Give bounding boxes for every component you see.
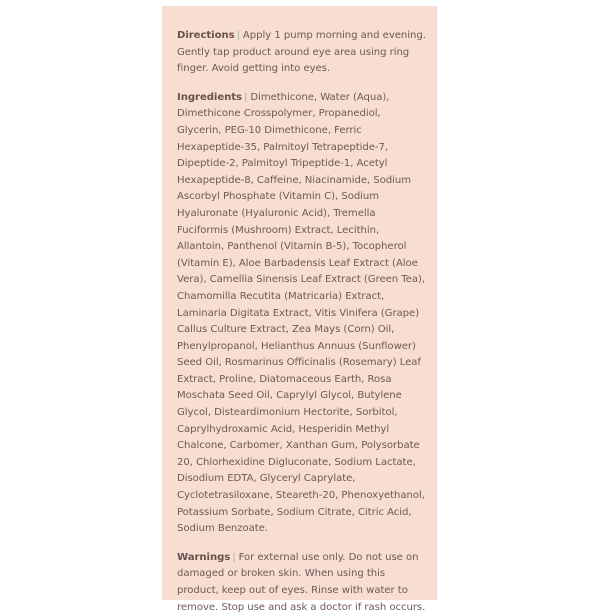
directions-section (177, 28, 427, 78)
warnings-text: For external use only. Do not use on damaged or broken skin. When using this product, keep out of eyes. Rinse with water to remove. Stop use and ask a doctor if rash occurs. (177, 551, 426, 613)
warnings-separator: | (232, 551, 236, 563)
directions-text: Apply 1 pump morning and evening. Gently tap product around eye area using ring finger. Avoid getting into eyes. (177, 30, 426, 75)
ingredients-heading: Ingredients (177, 91, 242, 103)
ingredients-separator: | (244, 91, 248, 103)
warnings-section (177, 550, 427, 616)
warnings-heading: Warnings (177, 551, 231, 563)
product-label-panel (162, 6, 437, 613)
directions-separator: | (236, 30, 240, 41)
ingredients-text: Dimethicone, Water (Aqua), Dimethicone Crosspolymer, Propanediol, Glycerin, PEG-10 Dimethicone, Ferric Hexapeptide-35, Palmitoyl Tetrapeptide-7, Dipeptide-2, Palmitoyl Tripeptide-1, Acetyl Hexapeptide-8, Caffeine, Niacinamide, Sodium Ascorbyl Phosphate (Vitamin C), Sodium Hyaluronate (Hyaluronic Acid), Tremella Fuciformis (Mushroom) Extract, Lecithin, Allantoin, Panthenol (Vitamin B-5), Tocopherol (Vitamin E), Aloe Barbadensis Leaf Extract (Aloe Vera), Camellia Sinensis Leaf Extract (Green Tea), Chamomilla Recutita (Matricaria) Extract, Laminaria Digitata Extract, Vitis Vinifera (Grape) Callus Culture Extract, Zea Mays (Corn) Oil, Phenylpropanol, Helianthus Annuus (Sunflower) Seed Oil, Rosmarinus Officinalis (Rosemary) Leaf Extract, Proline, Diatomaceous Earth, Rosa Moschata Seed Oil, Caprylyl Glycol, Butylene Glycol, Disteardimonium Hectorite, Sorbitol, Caprylhydroxamic Acid, Hesperidin Methyl Chalcone, Carbomer, Xanthan Gum, Polysorbate 20, Chlorhexidine Digluconate, Sodium Lactate, Disodium EDTA, Glyceryl Caprylate, Cyclotetrasiloxane, Steareth-20, Phenoxyethanol, Potassium Sorbate, Sodium Citrate, Citric Acid, Sodium Benzoate. (177, 91, 426, 535)
ingredients-section (177, 90, 427, 538)
directions-heading: Directions (177, 30, 235, 41)
